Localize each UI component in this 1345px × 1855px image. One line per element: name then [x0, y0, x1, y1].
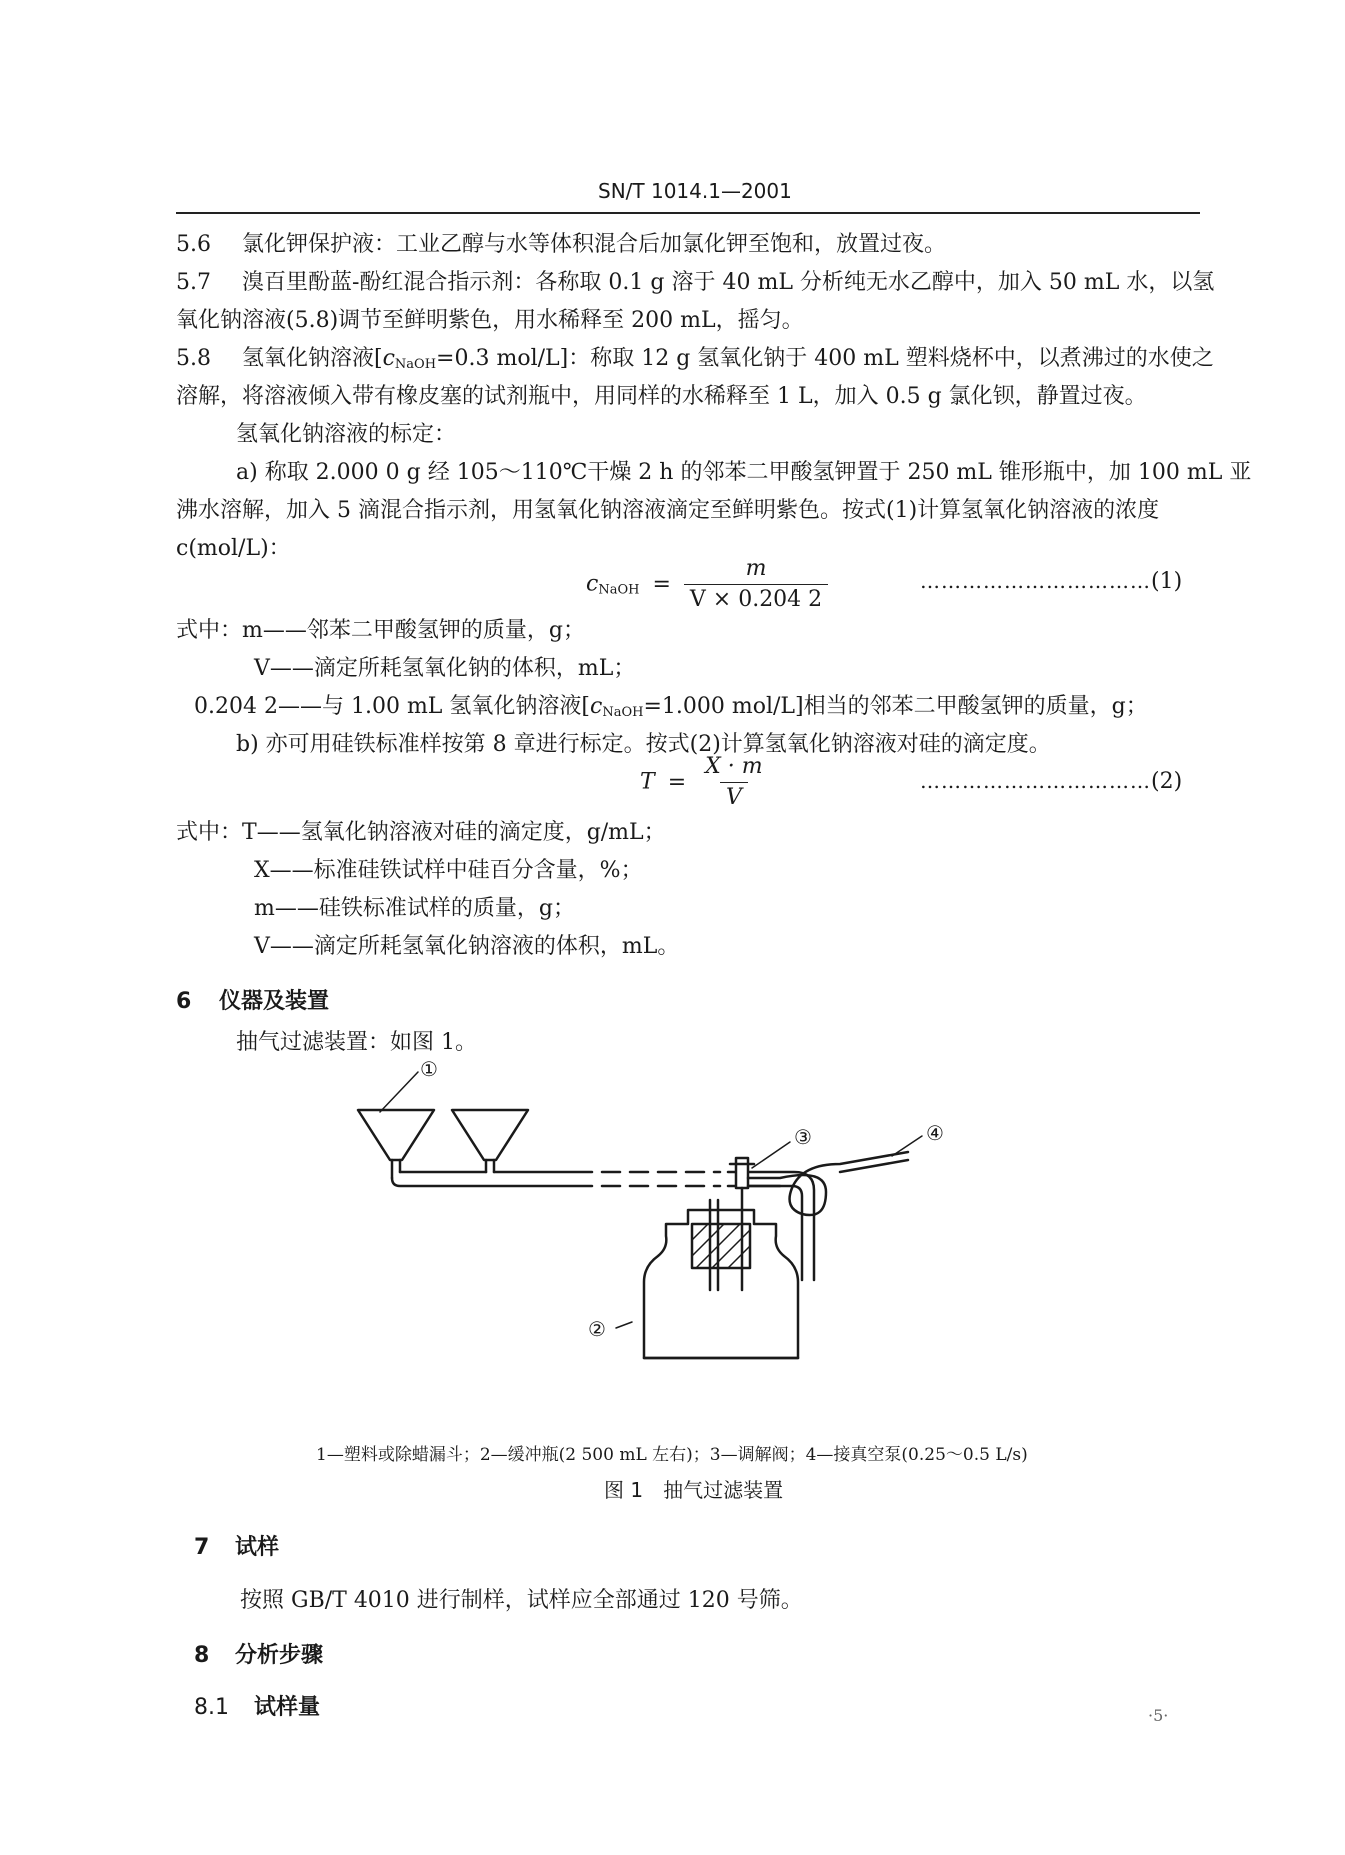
numerator: X · m	[705, 754, 763, 779]
equals-sign: =	[667, 769, 687, 795]
symbol-c: c	[382, 346, 395, 371]
figure-1-diagram	[340, 1060, 1040, 1430]
text-fragment: 氢氧化钠溶液[	[242, 346, 383, 371]
section-title: 仪器及装置	[218, 989, 329, 1014]
label-1: ①	[420, 1060, 438, 1081]
figure-legend: 1—塑料或除蜡漏斗；2—缓冲瓶(2 500 mL 左右)；3—调解阀；4—接真空泵(0.25～0.5 L/s)	[316, 1445, 1028, 1465]
section-title: 试样量	[254, 1695, 321, 1720]
calibration-title: 氢氧化钠溶液的标定：	[236, 422, 457, 447]
subscript-naoh: NaOH	[598, 582, 640, 598]
section-8-1-heading	[194, 1690, 320, 1721]
where-intro: 式中：	[176, 820, 243, 845]
section-text-line: 溶解，将溶液倾入带有橡皮塞的试剂瓶中，用同样的水稀释至 1 L，加入 0.5 g 氯化钡，静置过夜。	[176, 384, 1147, 409]
label-2: ②	[588, 1317, 606, 1341]
section-number: 5.6	[176, 232, 211, 257]
text-fragment: =1.000 mol/L]相当的邻苯二甲酸氢钾的质量，g；	[643, 694, 1148, 719]
where-block-2	[176, 818, 666, 848]
where-item: V——滴定所耗氢氧化钠溶液的体积，mL。	[254, 934, 680, 959]
where-item: V——滴定所耗氢氧化钠的体积，mL；	[254, 656, 636, 681]
where-item: m——硅铁标准试样的质量，g；	[254, 896, 575, 921]
section-text-line: 氧化钠溶液(5.8)调节至鲜明紫色，用水稀释至 200 mL，摇匀。	[176, 308, 804, 333]
section-number: 8.1	[194, 1695, 229, 1720]
section-5-8	[176, 344, 1214, 380]
where-block-1	[176, 616, 585, 646]
section-number: 5.8	[176, 346, 211, 371]
section-number: 8	[194, 1643, 210, 1668]
item-b-line: b) 亦可用硅铁标准样按第 8 章进行标定。按式(2)计算氢氧化钠溶液对硅的滴定度。	[236, 732, 1051, 757]
label-3: ③	[794, 1125, 812, 1149]
section-number: 7	[194, 1535, 210, 1560]
adjust-valve	[736, 1158, 748, 1188]
where-item: m——邻苯二甲酸氢钾的质量，g；	[242, 618, 585, 643]
fraction	[684, 554, 828, 615]
document-code: SN/T 1014.1—2001	[598, 179, 792, 203]
denominator: V	[720, 782, 748, 813]
equation-1-number	[920, 566, 1182, 597]
header-rule	[176, 212, 1200, 214]
fraction	[699, 752, 769, 813]
item-a-line: c(mol/L)：	[176, 536, 291, 561]
text-fragment: =0.3 mol/L]：称取 12 g 氢氧化钠于 400 mL 塑料烧杯中，以煮沸过的水使之	[436, 346, 1214, 371]
subscript-naoh: NaOH	[602, 705, 644, 720]
section-8-heading	[194, 1638, 323, 1669]
page-number: ·5·	[1148, 1706, 1169, 1725]
leader-dots: ……………………………	[920, 769, 1151, 793]
symbol-c: c	[586, 571, 599, 597]
where-intro: 式中：	[176, 618, 243, 643]
leader-dots: ……………………………	[920, 569, 1151, 593]
item-a-line: 沸水溶解，加入 5 滴混合指示剂，用氢氧化钠溶液滴定至鲜明紫色。按式(1)计算氢氧化钠溶液的浓度	[176, 498, 1160, 523]
section-title: 分析步骤	[234, 1643, 323, 1668]
text-fragment: 0.204 2——与 1.00 mL 氢氧化钠溶液[	[194, 694, 590, 719]
section-text: 氯化钾保护液：工业乙醇与水等体积混合后加氯化钾至饱和，放置过夜。	[242, 232, 947, 257]
figure-caption: 图 1 抽气过滤装置	[604, 1478, 784, 1502]
where-item: T——氢氧化钠溶液对硅的滴定度，g/mL；	[242, 820, 666, 845]
subscript-naoh: NaOH	[394, 357, 437, 372]
section-text-line: 溴百里酚蓝-酚红混合指示剂：各称取 0.1 g 溶于 40 mL 分析纯无水乙醇中，加入 50 mL 水，以氢	[242, 270, 1215, 295]
where-item-constant	[194, 692, 1148, 728]
equation-1	[586, 554, 828, 615]
section-number: 6	[176, 989, 192, 1014]
section-number: 5.7	[176, 270, 211, 295]
section-title: 试样	[234, 1535, 279, 1560]
symbol-c: c	[590, 694, 603, 719]
label-4: ④	[926, 1121, 944, 1145]
funnel-1	[358, 1110, 434, 1160]
section-6-heading	[176, 984, 329, 1015]
equation-tag: (1)	[1151, 569, 1183, 594]
connecting-tube	[392, 1178, 592, 1186]
section-6-text: 抽气过滤装置：如图 1。	[236, 1030, 477, 1055]
item-a-line: a) 称取 2.000 0 g 经 105～110℃干燥 2 h 的邻苯二甲酸氢钾置于 250 mL 锥形瓶中，加 100 mL 亚	[236, 460, 1252, 485]
numerator: m	[745, 556, 767, 581]
section-5-6	[176, 230, 946, 260]
equation-2-number	[920, 766, 1182, 797]
where-item: X——标准硅铁试样中硅百分含量，%；	[254, 858, 643, 883]
funnel-2	[452, 1110, 528, 1160]
section-7-text: 按照 GB/T 4010 进行制样，试样应全部通过 120 号筛。	[240, 1588, 803, 1613]
section-5-7	[176, 268, 1214, 298]
equals-sign: =	[652, 571, 671, 597]
symbol-T: T	[640, 769, 655, 795]
equation-tag: (2)	[1151, 769, 1183, 794]
section-7-heading	[194, 1530, 279, 1561]
denominator: V × 0.204 2	[684, 584, 828, 615]
equation-2	[640, 752, 769, 813]
